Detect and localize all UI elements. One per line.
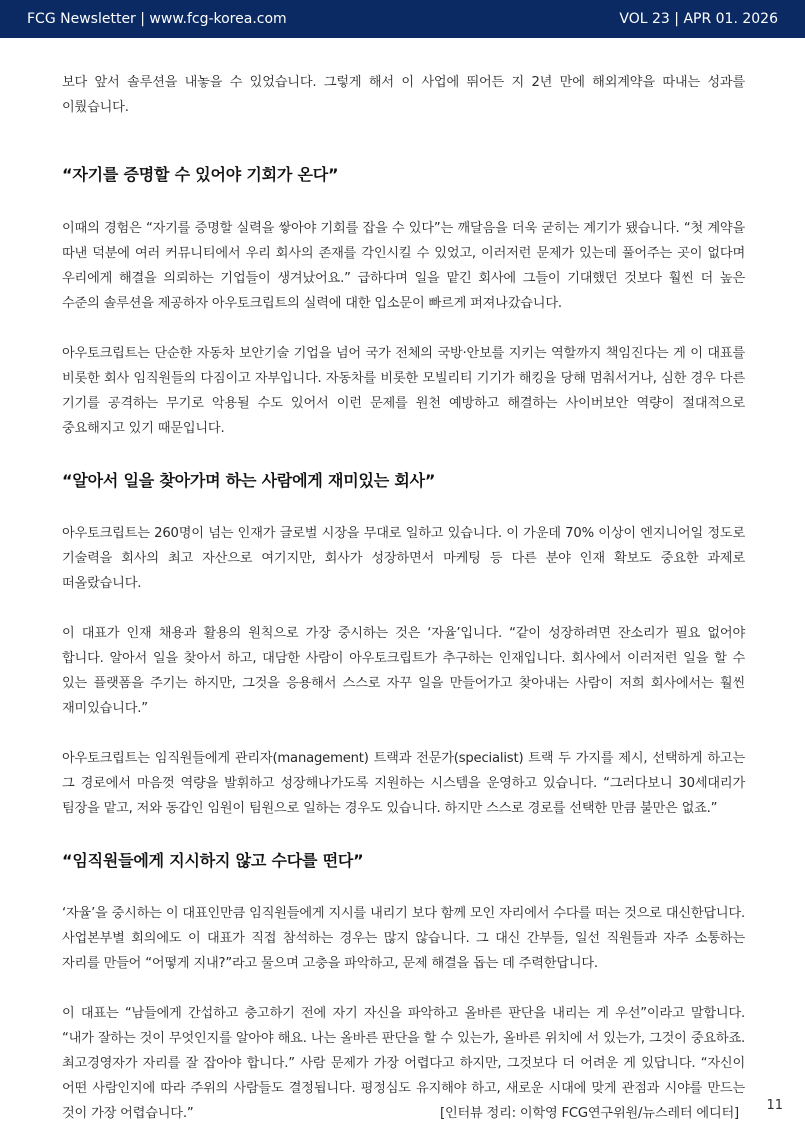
header-publication: FCG Newsletter | www.fcg-korea.com bbox=[27, 11, 287, 27]
paragraph-8-text: 이 대표는 “남들에게 간섭하고 충고하기 전에 자기 자신을 파악하고 올바른 판단을 내리는 게 우선”이라고 말합니다. “내가 잘하는 것이 무엇인지를 알아야 해요. 나는 올바른 판단을 할 수 있는가, 올바른 위치에 서 있는가, 그것이 중요하죠. 최고경영자가 자리를 잘 잡아야 합니다.” 사람 문제가 가장 어렵다고 하지만, 그것보다 더 어려운 게 있답니다. “자신이 어떤 사람인지에 따라 주위의 사람들도 결정됩니다. 평정심도 유지해야 하고, 새로운 시대에 맞게 관점과 시야를 만드는 것이 가장 어렵습니다.” bbox=[62, 1006, 745, 1121]
paragraph-2: 이때의 경험은 “자기를 증명할 실력을 쌓아야 기회를 잡을 수 있다”는 깨달음을 더욱 굳히는 계기가 됐습니다. “첫 계약을 따낸 덕분에 여러 커뮤니티에서 우리 회사의 존재를 각인시킬 수 있었고, 이러저런 문제가 있는데 풀어주는 곳이 없다며 우리에게 해결을 의뢰하는 기업들이 생겨났어요.” 급하다며 일을 맡긴 회사에 그들이 기대했던 것보다 훨씬 더 높은 수준의 솔루션을 제공하자 아우토크립트의 실력에 대한 입소문이 빠르게 퍼져나갔습니다. bbox=[62, 221, 745, 311]
paragraph-7: ‘자율’을 중시하는 이 대표인만큼 임직원들에게 지시를 내리기 보다 함께 모인 자리에서 수다를 떠는 것으로 대신한답니다. 사업본부별 회의에도 이 대표가 직접 참석하는 경우는 많지 않습니다. 그 대신 간부들, 일선 직원들과 자주 소통하는 자리를 만들어 “어떻게 지내?”라고 물으며 고충을 파악하고, 문제 해결을 돕는 데 주력한답니다. bbox=[62, 906, 745, 971]
paragraph-8 bbox=[62, 1001, 745, 1126]
section-heading-3: “임직원들에게 지시하지 않고 수다를 떤다” bbox=[62, 851, 364, 870]
newsletter-header-bar bbox=[0, 0, 805, 38]
interview-credit: [인터뷰 정리: 이학영 FCG연구위원/뉴스레터 에디터] bbox=[440, 1106, 739, 1121]
page-number: 11 bbox=[766, 1098, 783, 1113]
paragraph-3: 아우토크립트는 단순한 자동차 보안기술 기업을 넘어 국가 전체의 국방·안보를 지키는 역할까지 책임진다는 게 이 대표를 비롯한 회사 임직원들의 다짐이고 자부입니다. 자동차를 비롯한 모빌리티 기기가 해킹을 당해 멈춰서거나, 심한 경우 다른 기기를 공격하는 무기로 악용될 수도 있어서 이런 문제를 원천 예방하고 해결하는 사이버보안 역량이 절대적으로 중요해지고 있기 때문입니다. bbox=[62, 346, 745, 436]
paragraph-1: 보다 앞서 솔루션을 내놓을 수 있었습니다. 그렇게 해서 이 사업에 뛰어든 지 2년 만에 해외계약을 따내는 성과를 이뤘습니다. bbox=[62, 75, 745, 115]
paragraph-6: 아우토크립트는 임직원들에게 관리자(management) 트랙과 전문가(specialist) 트랙 두 가지를 제시, 선택하게 하고는 그 경로에서 마음껏 역량을 발휘하고 성장해나가도록 지원하는 시스템을 운영하고 있습니다. “그러다보니 30세대리가 팀장을 맡고, 저와 동갑인 임원이 팀원으로 일하는 경우도 있습니다. 하지만 스스로 경로를 선택한 만큼 불만은 없죠.” bbox=[62, 751, 745, 816]
paragraph-4: 아우토크립트는 260명이 넘는 인재가 글로벌 시장을 무대로 일하고 있습니다. 이 가운데 70% 이상이 엔지니어일 정도로 기술력을 회사의 최고 자산으로 여기지만, 회사가 성장하면서 마케팅 등 다른 분야 인재 확보도 중요한 과제로 떠올랐습니다. bbox=[62, 526, 745, 591]
article-body bbox=[62, 70, 745, 1126]
section-heading-1: “자기를 증명할 수 있어야 기회가 온다” bbox=[62, 165, 339, 184]
paragraph-5: 이 대표가 인재 채용과 활용의 원칙으로 가장 중시하는 것은 ‘자율’입니다. “같이 성장하려면 잔소리가 필요 없어야 합니다. 알아서 일을 찾아서 하고, 대담한 사람이 아우토크립트가 추구하는 인재입니다. 회사에서 이러저런 일을 할 수 있는 플랫폼을 주기는 하지만, 그것을 응용해서 스스로 자꾸 일을 만들어가고 찾아내는 사람이 저희 회사에서는 훨씬 재미있습니다.” bbox=[62, 626, 745, 716]
header-issue-date: VOL 23 | APR 01. 2026 bbox=[619, 11, 778, 27]
section-heading-2: “알아서 일을 찾아가며 하는 사람에게 재미있는 회사” bbox=[62, 471, 436, 490]
